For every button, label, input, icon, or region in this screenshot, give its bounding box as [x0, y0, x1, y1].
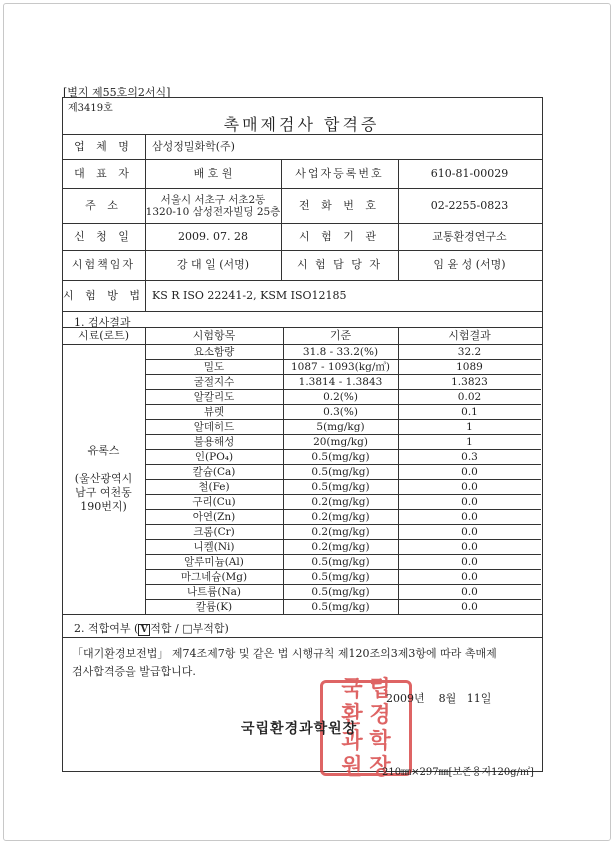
verdict-prefix: 2. 적합여부 (	[74, 622, 139, 635]
row-item: 마그네슘(Mg)	[180, 570, 248, 583]
row-standard: 0.2(mg/kg)	[311, 495, 370, 508]
doc-number: 제3419호	[68, 103, 113, 114]
label-phone: 전 화 번 호	[299, 198, 380, 212]
row-result: 1	[466, 435, 473, 448]
verdict-pass-label: 적합	[150, 622, 172, 635]
row-result: 1	[466, 420, 473, 433]
label-test-manager: 시험책임자	[71, 258, 136, 271]
label-request-date: 신 청 일	[74, 229, 133, 243]
sample-line: 유록스	[87, 444, 120, 457]
value-biz-reg-no: 610-81-00029	[430, 166, 509, 180]
row-item: 철(Fe)	[198, 480, 230, 493]
row-item: 구리(Cu)	[192, 495, 236, 508]
row-result: 0.0	[461, 570, 478, 583]
value-representative: 배 호 원	[193, 166, 233, 180]
row-item: 인(PO₄)	[194, 450, 234, 463]
value-phone: 02-2255-0823	[430, 198, 509, 212]
row-standard: 0.5(mg/kg)	[311, 450, 370, 463]
results-header-standard: 기준	[329, 328, 352, 342]
row-item: 밀도	[203, 360, 225, 373]
row-standard: 1.3814 - 1.3843	[298, 375, 383, 388]
pass-check-icon: V	[138, 624, 150, 636]
row-standard: 31.8 - 33.2(%)	[302, 345, 379, 358]
row-standard: 0.5(mg/kg)	[311, 600, 370, 613]
row-result: 1089	[456, 360, 483, 373]
rule	[62, 311, 542, 312]
row-item: 알칼리도	[193, 390, 235, 403]
row-item: 칼륨(K)	[195, 600, 233, 613]
row-result: 0.0	[461, 540, 478, 553]
value-company: 삼성정밀화학(주)	[152, 139, 235, 153]
issue-date: 2009년 8월 11일	[386, 692, 492, 705]
row-item: 아연(Zn)	[192, 510, 236, 523]
verdict-line	[74, 620, 229, 636]
row-item: 불용해성	[193, 435, 235, 448]
results-header-sample: 시료(로트)	[77, 328, 130, 342]
value-test-manager: 강 대 일 (서명)	[176, 258, 250, 271]
row-standard: 0.5(mg/kg)	[311, 465, 370, 478]
sample-line: 남구 여천동	[75, 486, 132, 499]
row-item: 크롬(Cr)	[193, 525, 235, 538]
statement-line-2: 검사합격증을 발급합니다.	[72, 665, 196, 678]
row-standard: 0.2(mg/kg)	[311, 510, 370, 523]
label-biz-reg-no: 사업자등록번호	[295, 166, 384, 180]
label-address: 주 소	[85, 198, 122, 212]
row-standard: 1087 - 1093(kg/㎥)	[291, 360, 390, 373]
row-standard: 0.5(mg/kg)	[311, 555, 370, 568]
row-result: 0.0	[461, 585, 478, 598]
value-address-line1: 서울시 서초구 서초2동	[160, 193, 266, 206]
fail-checkbox-icon: □	[182, 622, 193, 635]
verdict-separator: /	[171, 622, 183, 635]
value-address-line2: 1320-10 삼성전자빌딩 25층	[145, 205, 281, 218]
row-standard: 0.2(%)	[323, 390, 358, 403]
row-result: 32.2	[457, 345, 482, 358]
label-representative: 대 표 자	[74, 166, 133, 180]
paper-spec: 210㎜×297㎜[보존용지120g/㎡]	[382, 767, 534, 778]
label-test-org: 시 험 기 관	[299, 229, 380, 243]
row-item: 알데히드	[193, 420, 235, 433]
issuer-name: 국립환경과학원장	[241, 721, 358, 737]
official-seal: 국 립 환 경 과 학 원 장	[320, 680, 412, 776]
row-standard: 0.2(mg/kg)	[311, 525, 370, 538]
sample-cell	[62, 344, 145, 614]
row-result: 0.0	[461, 480, 478, 493]
row-standard: 0.5(mg/kg)	[311, 480, 370, 493]
sample-line: 190번지)	[80, 500, 127, 513]
label-test-staff: 시 험 담 당 자	[296, 258, 383, 271]
value-test-method: KS R ISO 22241-2, KSM ISO12185	[152, 288, 347, 302]
row-result: 0.0	[461, 495, 478, 508]
row-item: 나트륨(Na)	[186, 585, 242, 598]
page-title: 촉매제검사 합격증	[223, 115, 380, 134]
row-standard: 0.5(mg/kg)	[311, 585, 370, 598]
row-result: 0.0	[461, 525, 478, 538]
label-company: 업 체 명	[74, 139, 133, 153]
form-label: [별지 제55호의2서식]	[63, 86, 171, 99]
row-standard: 5(mg/kg)	[316, 420, 365, 433]
results-header-result: 시험결과	[448, 328, 491, 342]
sample-line: (울산광역시	[74, 472, 133, 485]
row-item: 뷰렛	[203, 405, 225, 418]
rule	[62, 614, 542, 615]
row-result: 0.0	[461, 600, 478, 613]
value-test-staff: 임 윤 성 (서명)	[433, 258, 506, 271]
value-request-date: 2009. 07. 28	[178, 229, 248, 243]
row-result: 0.0	[461, 465, 478, 478]
value-test-org: 교통환경연구소	[432, 229, 507, 243]
row-standard: 20(mg/kg)	[313, 435, 368, 448]
rule	[62, 637, 542, 638]
row-result: 1.3823	[451, 375, 488, 388]
row-standard: 0.5(mg/kg)	[311, 570, 370, 583]
row-standard: 0.3(%)	[323, 405, 358, 418]
row-item: 굴절지수	[193, 375, 235, 388]
statement-line-1: 「대기환경보전법」 제74조제7항 및 같은 법 시행규칙 제120조의3제3항에 따라 촉매제	[72, 647, 497, 660]
label-test-method: 시 험 방 법	[63, 288, 144, 302]
row-result: 0.0	[461, 555, 478, 568]
row-item: 니켈(Ni)	[193, 540, 235, 553]
results-header-item: 시험항목	[192, 328, 236, 342]
row-result: 0.0	[461, 510, 478, 523]
row-item: 칼슘(Ca)	[192, 465, 236, 478]
results-section-title: 1. 검사결과	[74, 316, 131, 329]
row-item: 요소함량	[193, 345, 235, 358]
row-result: 0.02	[457, 390, 482, 403]
row-standard: 0.2(mg/kg)	[311, 540, 370, 553]
verdict-fail-label: 부적합)	[192, 622, 229, 635]
row-result: 0.3	[461, 450, 478, 463]
row-result: 0.1	[461, 405, 478, 418]
row-item: 알루미늄(Al)	[184, 555, 244, 568]
